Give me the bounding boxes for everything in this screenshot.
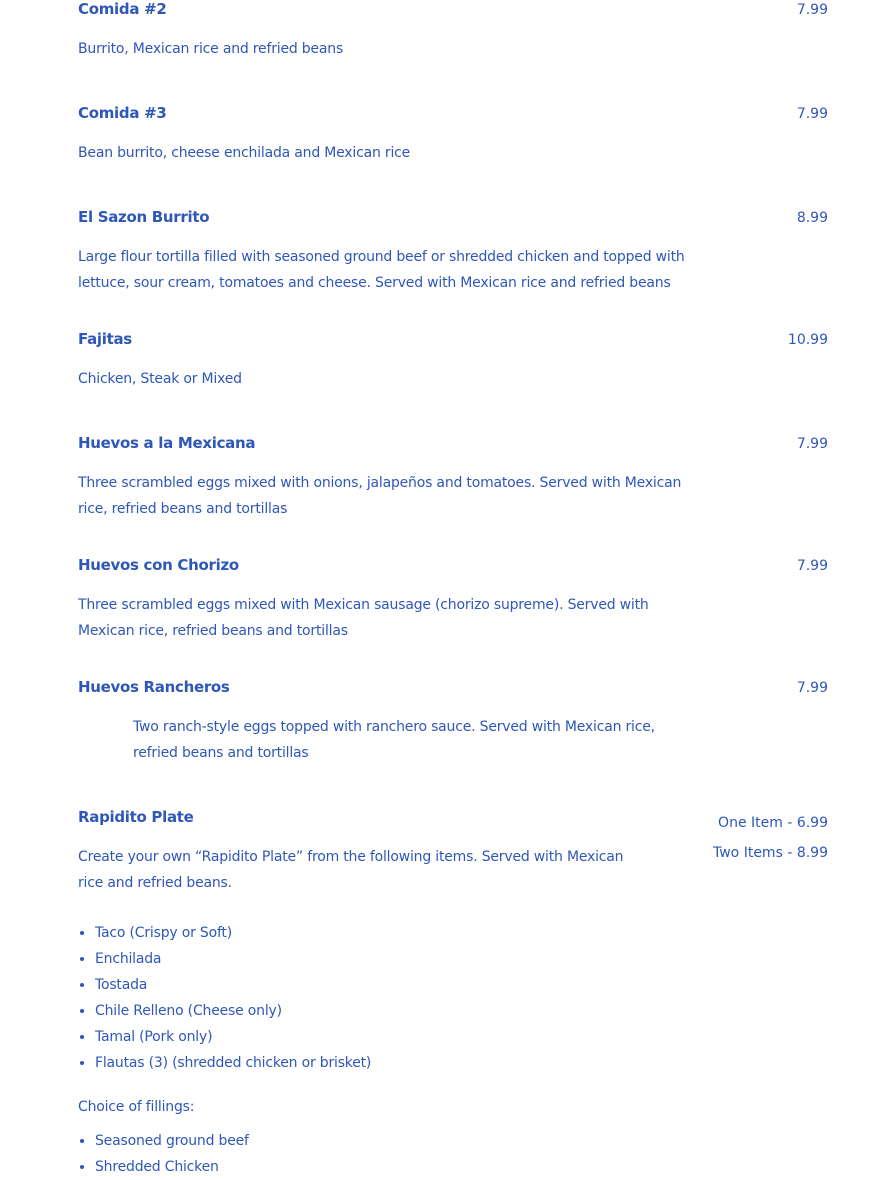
item-price: 8.99 xyxy=(796,210,828,226)
menu-item xyxy=(78,104,828,166)
list-item: • Seasoned ground beef xyxy=(95,1128,828,1154)
fillings-label: Choice of fillings: xyxy=(78,1099,195,1115)
list-item: • Tostada xyxy=(95,972,828,998)
list-item: • Shredded Chicken xyxy=(95,1154,828,1180)
fillings-list xyxy=(78,1128,828,1180)
menu-item xyxy=(78,0,828,62)
list-item: • Chile Relleno (Cheese only) xyxy=(95,998,828,1024)
item-price: 10.99 xyxy=(787,332,828,348)
item-price: 7.99 xyxy=(796,106,828,122)
rapidito-prices xyxy=(713,808,828,868)
price-two-items: Two Items - 8.99 xyxy=(713,845,828,861)
item-description: Bean burrito, cheese enchilada and Mexican rice xyxy=(78,145,411,161)
item-name: Huevos a la Mexicana xyxy=(78,434,256,452)
price-one-item: One Item - 6.99 xyxy=(718,815,828,831)
item-description: Three scrambled eggs mixed with Mexican sausage (chorizo supreme). Served with Mexican rice, refried beans and tortillas xyxy=(78,597,649,639)
item-price: 7.99 xyxy=(796,436,828,452)
menu-item xyxy=(78,556,828,644)
list-item: • Enchilada xyxy=(95,946,828,972)
item-description: Three scrambled eggs mixed with onions, jalapeños and tomatoes. Served with Mexican rice, refried beans and tortillas xyxy=(78,475,682,517)
item-name: Rapidito Plate xyxy=(78,808,194,826)
item-name: Huevos con Chorizo xyxy=(78,556,239,574)
item-name: El Sazon Burrito xyxy=(78,208,210,226)
menu-list xyxy=(78,0,828,1180)
item-price: 7.99 xyxy=(796,558,828,574)
item-name: Comida #2 xyxy=(78,0,167,18)
menu-item-rapidito xyxy=(78,808,828,1180)
item-description: Large flour tortilla filled with seasoned ground beef or shredded chicken and topped with lettuce, sour cream, tomatoes and cheese. Served with Mexican rice and refried beans xyxy=(78,249,685,291)
item-name: Fajitas xyxy=(78,330,132,348)
item-description: Chicken, Steak or Mixed xyxy=(78,371,242,387)
list-item: • Taco (Crispy or Soft) xyxy=(95,920,828,946)
menu-item xyxy=(78,434,828,522)
menu-item xyxy=(78,208,828,296)
item-description: Burrito, Mexican rice and refried beans xyxy=(78,41,344,57)
menu-item xyxy=(78,678,828,766)
list-item: • Tamal (Pork only) xyxy=(95,1024,828,1050)
item-name: Huevos Rancheros xyxy=(78,678,230,696)
item-price: 7.99 xyxy=(796,680,828,696)
menu-item xyxy=(78,330,828,392)
list-item: • Flautas (3) (shredded chicken or brisket) xyxy=(95,1050,828,1076)
item-description: Create your own “Rapidito Plate” from the following items. Served with Mexican rice and refried beans. xyxy=(78,849,624,891)
rapidito-options xyxy=(78,920,828,1076)
item-price: 7.99 xyxy=(796,2,828,18)
item-name: Comida #3 xyxy=(78,104,167,122)
item-description: Two ranch-style eggs topped with ranchero sauce. Served with Mexican rice, refried beans and tortillas xyxy=(133,719,655,761)
